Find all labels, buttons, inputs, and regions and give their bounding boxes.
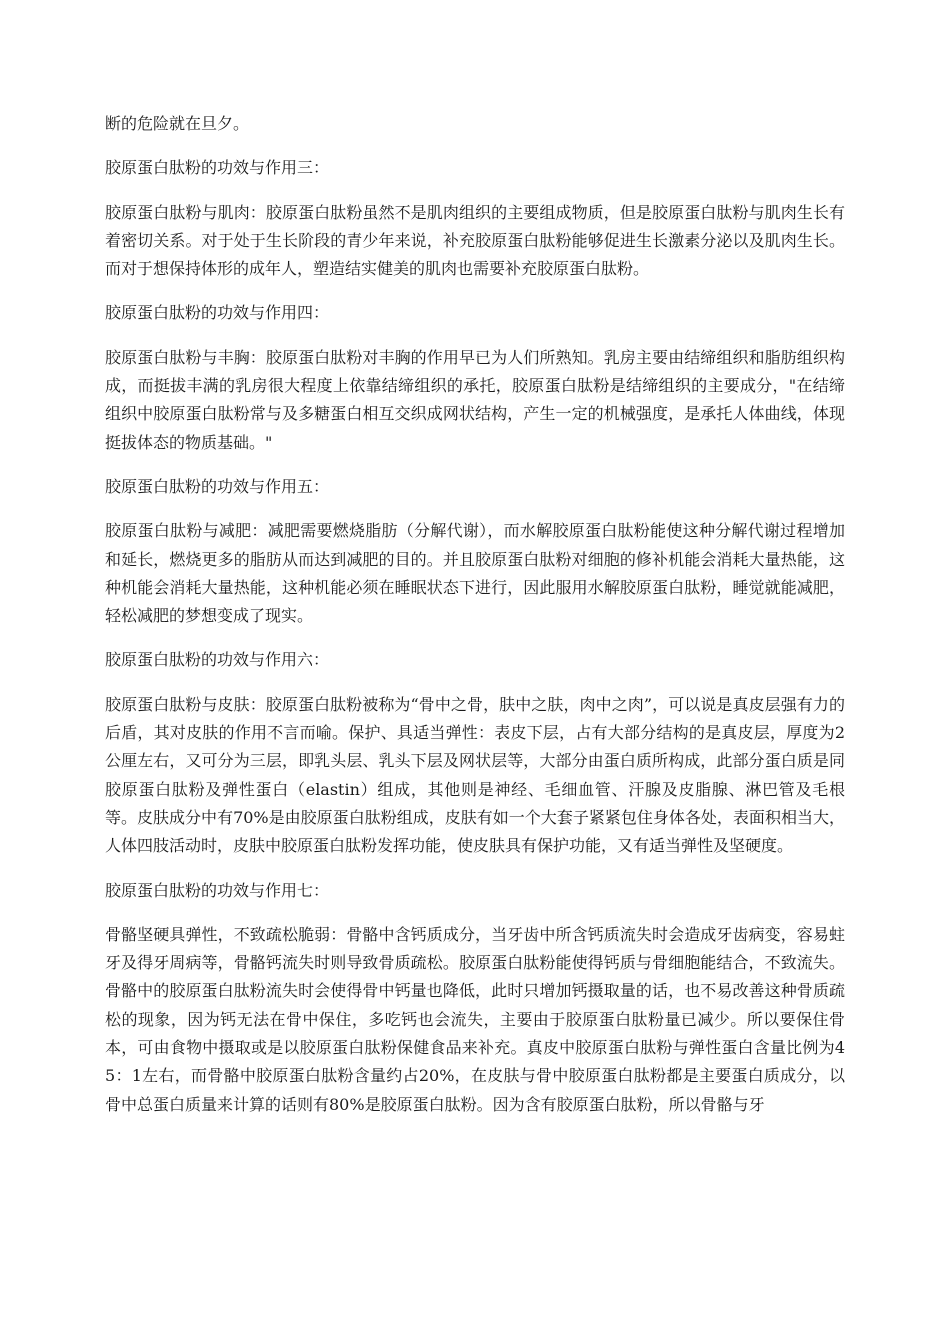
continuation-paragraph: 断的危险就在旦夕。 bbox=[105, 114, 250, 133]
paragraph-weight-loss: 胶原蛋白肽粉与减肥：减肥需要燃烧脂肪（分解代谢），而水解胶原蛋白肽粉能使这种分解代谢过程增加和延长，燃烧更多的脂肪从而达到减肥的目的。并且胶原蛋白肽粉对细胞的修补机能会消耗大量热能，这种机能会消耗大量热能，这种机能必须在睡眠状态下进行，因此服用水解胶原蛋白肽粉，睡觉就能减肥，轻松减肥的梦想变成了现实。 bbox=[105, 521, 845, 626]
paragraph-breast: 胶原蛋白肽粉与丰胸：胶原蛋白肽粉对丰胸的作用早已为人们所熟知。乳房主要由结缔组织和脂肪组织构成，而挺拔丰满的乳房很大程度上依靠结缔组织的承托，胶原蛋白肽粉是结缔组织的主要成分，"在结缔组织中胶原蛋白肽粉常与及多糖蛋白相互交织成网状结构，产生一定的机械强度，是承托人体曲线，体现挺拔体态的物质基础。" bbox=[105, 347, 845, 452]
paragraph-bones: 骨骼坚硬具弹性，不致疏松脆弱：骨骼中含钙质成分，当牙齿中所含钙质流失时会造成牙齿病变，容易蛀牙及得牙周病等，骨骼钙流失时则导致骨质疏松。胶原蛋白肽粉能使得钙质与骨细胞能结合，不致流失。骨骼中的胶原蛋白肽粉流失时会使得骨中钙量也降低，此时只增加钙摄取量的话，也不易改善这种骨质疏松的现象，因为钙无法在骨中保住，多吃钙也会流失，主要由于胶原蛋白肽粉量已减少。所以要保住骨本，可由食物中摄取或是以胶原蛋白肽粉保健食品来补充。真皮中胶原蛋白肽粉与弹性蛋白含量比例为45：1左右，而骨骼中胶原蛋白肽粉含量约占20%，在皮肤与骨中胶原蛋白肽粉都是主要蛋白质成分，以骨中总蛋白质量来计算的话则有80%是胶原蛋白肽粉。因为含有胶原蛋白肽粉，所以骨骼与牙 bbox=[105, 924, 845, 1114]
section-heading-7: 胶原蛋白肽粉的功效与作用七： bbox=[105, 880, 330, 900]
section-heading-5: 胶原蛋白肽粉的功效与作用五： bbox=[105, 476, 330, 496]
section-heading-3: 胶原蛋白肽粉的功效与作用三： bbox=[105, 158, 330, 178]
section-heading-4: 胶原蛋白肽粉的功效与作用四： bbox=[105, 303, 330, 323]
section-heading-6: 胶原蛋白肽粉的功效与作用六： bbox=[105, 650, 330, 670]
document-page bbox=[105, 110, 845, 1135]
paragraph-skin: 胶原蛋白肽粉与皮肤：胶原蛋白肽粉被称为“骨中之骨，肤中之肤，肉中之肉”，可以说是真皮层强有力的后盾，其对皮肤的作用不言而喻。保护、具适当弹性：表皮下层，占有大部分结构的是真皮层，厚度为2公厘左右，又可分为三层，即乳头层、乳头下层及网状层等，大部分由蛋白质所构成，此部分蛋白质是同胶原蛋白肽粉及弹性蛋白（elastin）组成，其他则是神经、毛细血管、汗腺及皮脂腺、淋巴管及毛根等。皮肤成分中有70%是由胶原蛋白肽粉组成，皮肤有如一个大套子紧紧包住身体各处，表面积相当大，人体四肢活动时，皮肤中胶原蛋白肽粉发挥功能，使皮肤具有保护功能，又有适当弹性及坚硬度。 bbox=[105, 694, 845, 856]
paragraph-muscle: 胶原蛋白肽粉与肌肉：胶原蛋白肽粉虽然不是肌肉组织的主要组成物质，但是胶原蛋白肽粉与肌肉生长有着密切关系。对于处于生长阶段的青少年来说，补充胶原蛋白肽粉能够促进生长激素分泌以及肌肉生长。而对于想保持体形的成年人，塑造结实健美的肌肉也需要补充胶原蛋白肽粉。 bbox=[105, 202, 845, 279]
